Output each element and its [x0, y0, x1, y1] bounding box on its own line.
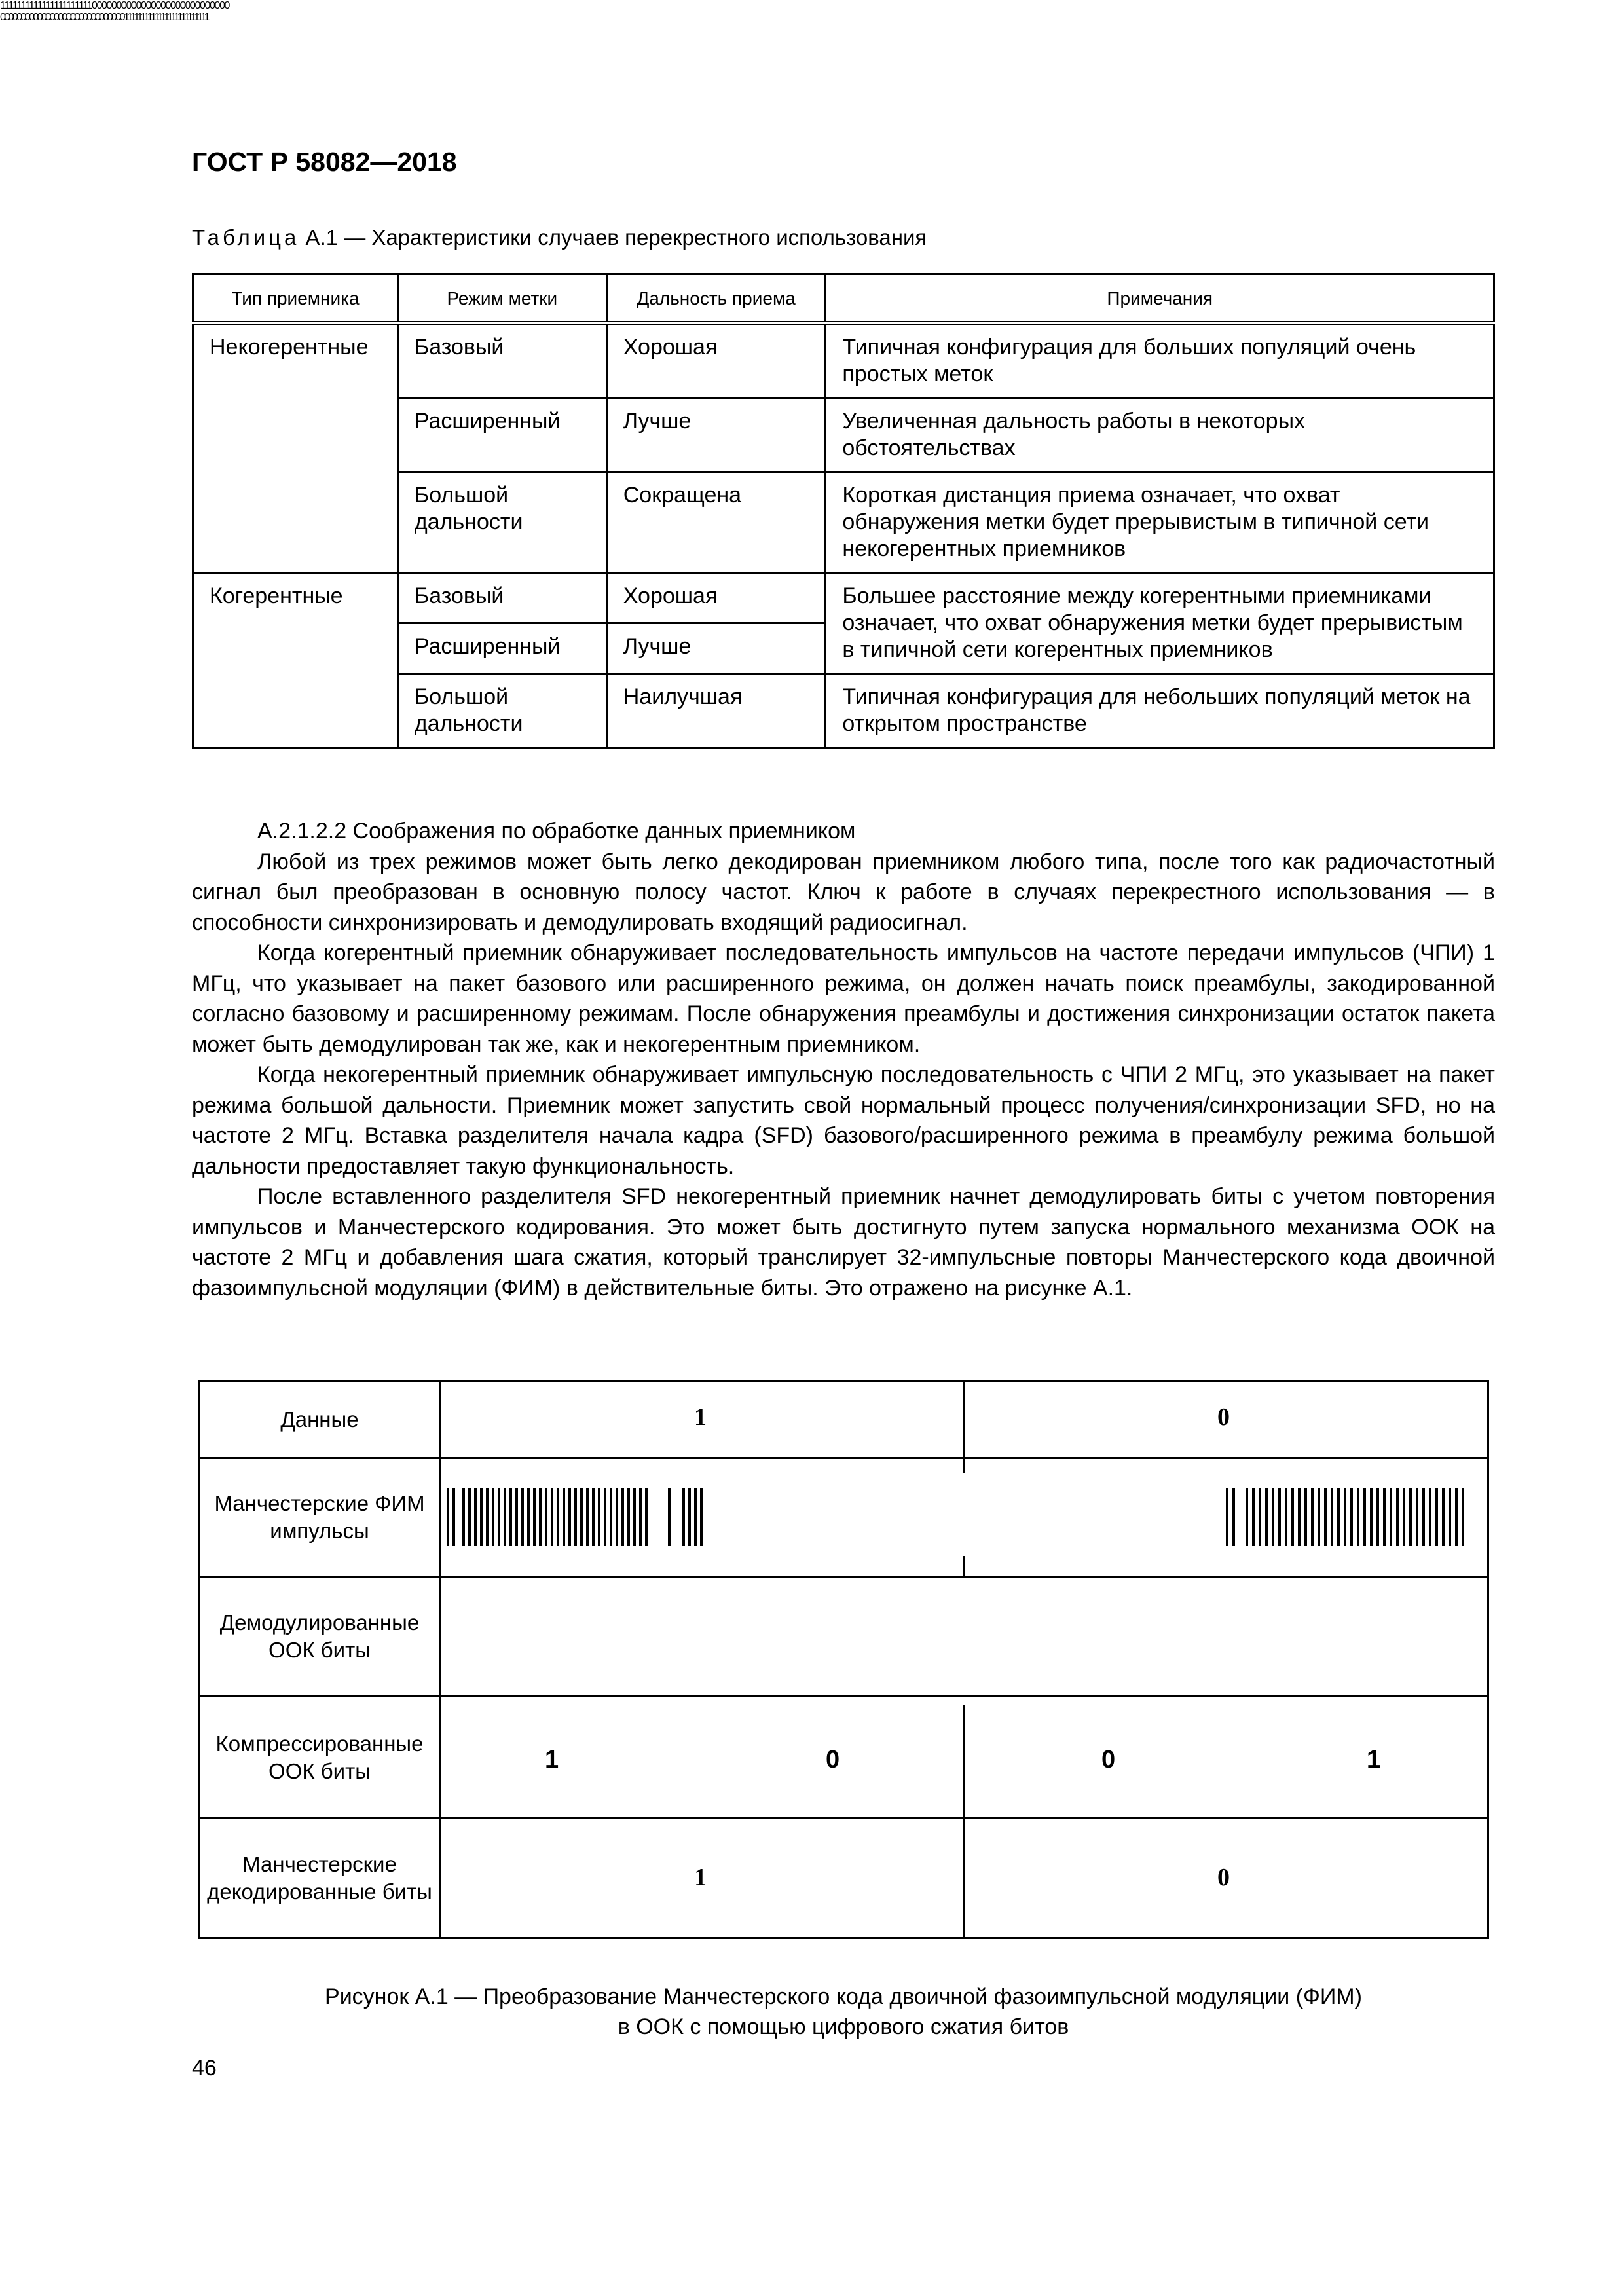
pulse-mark	[1383, 1488, 1386, 1546]
pulse-mark	[574, 1488, 577, 1546]
pulse-mark	[688, 1488, 691, 1546]
pulse-mark	[486, 1488, 489, 1546]
mode-cell: Базовый	[397, 573, 606, 623]
pulse-mark	[492, 1488, 494, 1546]
pulse-mark	[1370, 1488, 1373, 1546]
pulse-mark	[610, 1488, 612, 1546]
pulse-mark	[1285, 1488, 1287, 1546]
pulse-mark	[563, 1488, 565, 1546]
figure-caption-line: в ООК с помощью цифрового сжатия битов	[618, 2014, 1069, 2039]
range-cell: Хорошая	[606, 573, 826, 623]
pulse-mark	[682, 1488, 685, 1546]
note-cell: Типичная конфигурация для больших популяций очень простых меток	[826, 323, 1494, 398]
row-label-manchester-pulses: Манчестерские ФИМ импульсы	[214, 1491, 425, 1543]
table-caption-text: А.1 — Характеристики случаев перекрестного использования	[299, 225, 927, 250]
paragraph: Когда когерентный приемник обнаруживает последовательность импульсов на частоте передачи импульсов (ЧПИ) 1 МГц, что указывает на пакет базового или расширенного режима, он должен начать поиск преамбулы, закодированной согласно базовому и расширенному режимам. После обнаружения преамбулы и достижения синхронизации остаток пакета может быть демодулирован так же, как и некогерентным приемником.	[192, 940, 1495, 1057]
pulse-mark	[498, 1488, 500, 1546]
pulse-mark	[1265, 1488, 1268, 1546]
figure-a1	[198, 1380, 1489, 1939]
pulse-mark	[504, 1488, 506, 1546]
pulse-mark	[1246, 1488, 1248, 1546]
pulse-mark	[621, 1488, 624, 1546]
pulse-mark	[700, 1488, 703, 1546]
header-tag-mode: Режим метки	[397, 274, 606, 324]
header-range: Дальность приема	[606, 274, 826, 324]
pulse-mark	[1429, 1488, 1431, 1546]
pulse-mark	[1462, 1488, 1464, 1546]
paragraph: После вставленного разделителя SFD некогерентный приемник начнет демодулировать биты с учетом повторения импульсов и Манчестерского кодирования. Это может быть достигнуто путем запуска нормального механизма ООК на частоте 2 МГц и добавления шага сжатия, который транслирует 32-импульсные повторы Манчестерского кода двоичной фазоимпульсной модуляции (ФИМ) в действительные биты. Это отражено на рисунке А.1.	[192, 1184, 1495, 1301]
pulse-mark	[1357, 1488, 1359, 1546]
pulse-mark	[627, 1488, 630, 1546]
pulse-mark	[545, 1488, 547, 1546]
pulse-mark	[633, 1488, 636, 1546]
pulse-mark	[1304, 1488, 1307, 1546]
pulse-mark	[1272, 1488, 1274, 1546]
range-cell: Сокращена	[606, 472, 826, 573]
row-label-demodulated-bits: Демодулированные ООК биты	[219, 1610, 420, 1662]
table-header-row	[193, 274, 1494, 324]
bit-divider	[963, 1556, 965, 1576]
pulse-mark	[1278, 1488, 1281, 1546]
compressed-bit: 0	[826, 1746, 840, 1773]
pulse-mark	[533, 1488, 536, 1546]
note-cell: Короткая дистанция приема означает, что охват обнаружения метки будет прерывистым в типичной сети некогерентных приемников	[826, 472, 1494, 573]
compressed-bit: 0	[1101, 1746, 1116, 1773]
section-subheading: А.2.1.2.2 Соображения по обработке данных приемником	[257, 819, 856, 843]
pulse-mark	[1252, 1488, 1255, 1546]
manchester-pulses-left	[447, 1488, 735, 1546]
figure-caption-line: Рисунок А.1 — Преобразование Манчестерского кода двоичной фазоимпульсной модуляции (ФИМ)	[325, 1984, 1362, 2009]
header-receiver-type: Тип приемника	[193, 274, 398, 324]
pulse-mark	[1291, 1488, 1294, 1546]
pulse-mark	[1363, 1488, 1366, 1546]
pulse-mark	[592, 1488, 595, 1546]
pulse-mark	[1298, 1488, 1301, 1546]
row-label-data: Данные	[280, 1407, 359, 1432]
table-row	[193, 573, 1494, 623]
pulse-mark	[1435, 1488, 1438, 1546]
pulse-mark	[462, 1488, 465, 1546]
pulse-mark	[1455, 1488, 1458, 1546]
body-text	[192, 816, 1495, 1303]
pulse-mark	[509, 1488, 512, 1546]
pulse-mark	[480, 1488, 483, 1546]
table-caption	[192, 225, 927, 250]
page-number: 46	[192, 2056, 217, 2081]
pulse-mark	[1390, 1488, 1392, 1546]
pulse-mark	[1442, 1488, 1445, 1546]
decoded-bit: 0	[1217, 1864, 1230, 1891]
pulse-mark	[1376, 1488, 1379, 1546]
pulse-mark	[474, 1488, 477, 1546]
pulse-mark	[580, 1488, 583, 1546]
pulse-mark	[1324, 1488, 1327, 1546]
receiver-table	[192, 273, 1495, 749]
pulse-mark	[1318, 1488, 1320, 1546]
document-title: ГОСТ Р 58082—2018	[192, 147, 457, 177]
pulse-mark	[604, 1488, 606, 1546]
pulse-mark	[468, 1488, 471, 1546]
range-cell: Лучше	[606, 623, 826, 674]
pulse-mark	[452, 1488, 455, 1546]
paragraph: Когда некогерентный приемник обнаруживает импульсную последовательность с ЧПИ 2 МГц, это указывает на пакет режима большой дальности. Приемник может запустить свой нормальный процесс получения/синхронизации SFD, но на частоте 2 МГц. Вставка разделителя начала кадра (SFD) базового/расширенного режима в преамбулу режима большой дальности предоставляет такую функциональность.	[192, 1062, 1495, 1179]
pulse-mark	[1350, 1488, 1353, 1546]
bit-divider	[963, 1705, 965, 1939]
pulse-mark	[1331, 1488, 1333, 1546]
pulse-mark	[551, 1488, 553, 1546]
pulse-mark	[586, 1488, 589, 1546]
note-cell: Большее расстояние между когерентными приемниками означает, что охват обнаружения метки будет прерывистым в типичной сети когерентных приемников	[826, 573, 1494, 674]
pulse-mark	[694, 1488, 697, 1546]
header-notes: Примечания	[826, 274, 1494, 324]
manchester-pulses-right	[1226, 1488, 1485, 1546]
pulse-mark	[1337, 1488, 1340, 1546]
pulse-mark	[1259, 1488, 1261, 1546]
pulse-mark	[1344, 1488, 1346, 1546]
pulse-mark	[616, 1488, 618, 1546]
row-label-compressed-bits: Компрессированные ООК биты	[215, 1731, 424, 1783]
pulse-mark	[1422, 1488, 1425, 1546]
pulse-mark	[568, 1488, 571, 1546]
mode-cell: Базовый	[397, 323, 606, 398]
row-label-decoded-bits: Манчестерские декодированные биты	[207, 1852, 432, 1904]
pulse-mark	[557, 1488, 559, 1546]
ook-bits-left: 11111111111111111111110000000000000000000000000000	[0, 0, 229, 11]
label-column-divider	[439, 1380, 441, 1939]
note-cell: Типичная конфигурация для небольших популяций меток на открытом пространстве	[826, 674, 1494, 748]
table-row	[193, 323, 1494, 398]
pulse-mark	[447, 1488, 449, 1546]
range-cell: Хорошая	[606, 323, 826, 398]
figure-caption	[192, 1982, 1495, 2042]
pulse-mark	[645, 1488, 648, 1546]
mode-cell: Расширенный	[397, 623, 606, 674]
receiver-cell: Некогерентные	[193, 323, 398, 573]
ook-bits-right: 0000000000000000000000000000001111111111111111111111111	[0, 12, 208, 23]
pulse-mark	[639, 1488, 642, 1546]
pulse-mark	[1409, 1488, 1412, 1546]
pulse-mark	[1416, 1488, 1418, 1546]
range-cell: Наилучшая	[606, 674, 826, 748]
pulse-mark	[527, 1488, 530, 1546]
pulse-mark	[1311, 1488, 1314, 1546]
compressed-bit: 1	[1367, 1746, 1381, 1773]
pulse-mark	[1403, 1488, 1405, 1546]
pulse-mark	[515, 1488, 518, 1546]
decoded-bit: 1	[694, 1864, 707, 1891]
pulse-mark	[1232, 1488, 1235, 1546]
pulse-mark	[1396, 1488, 1399, 1546]
mode-cell: Большой дальности	[397, 674, 606, 748]
pulse-mark	[539, 1488, 542, 1546]
range-cell: Лучше	[606, 398, 826, 472]
receiver-cell: Когерентные	[193, 573, 398, 748]
pulse-mark	[598, 1488, 600, 1546]
mode-cell: Большой дальности	[397, 472, 606, 573]
mode-cell: Расширенный	[397, 398, 606, 472]
note-cell: Увеличенная дальность работы в некоторых обстоятельствах	[826, 398, 1494, 472]
data-bit: 0	[1217, 1403, 1230, 1431]
pulse-mark	[1226, 1488, 1228, 1546]
paragraph: Любой из трех режимов может быть легко декодирован приемником любого типа, после того как радиочастотный сигнал был преобразован в основную полосу частот. Ключ к работе в случаях перекрестного использования — в способности синхронизировать и демодулировать входящий радиосигнал.	[192, 849, 1495, 935]
data-bit: 1	[694, 1403, 707, 1431]
pulse-mark	[668, 1488, 671, 1546]
pulse-mark	[521, 1488, 524, 1546]
table-caption-prefix: Таблица	[192, 225, 300, 250]
compressed-bit: 1	[545, 1746, 559, 1773]
pulse-mark	[1449, 1488, 1451, 1546]
